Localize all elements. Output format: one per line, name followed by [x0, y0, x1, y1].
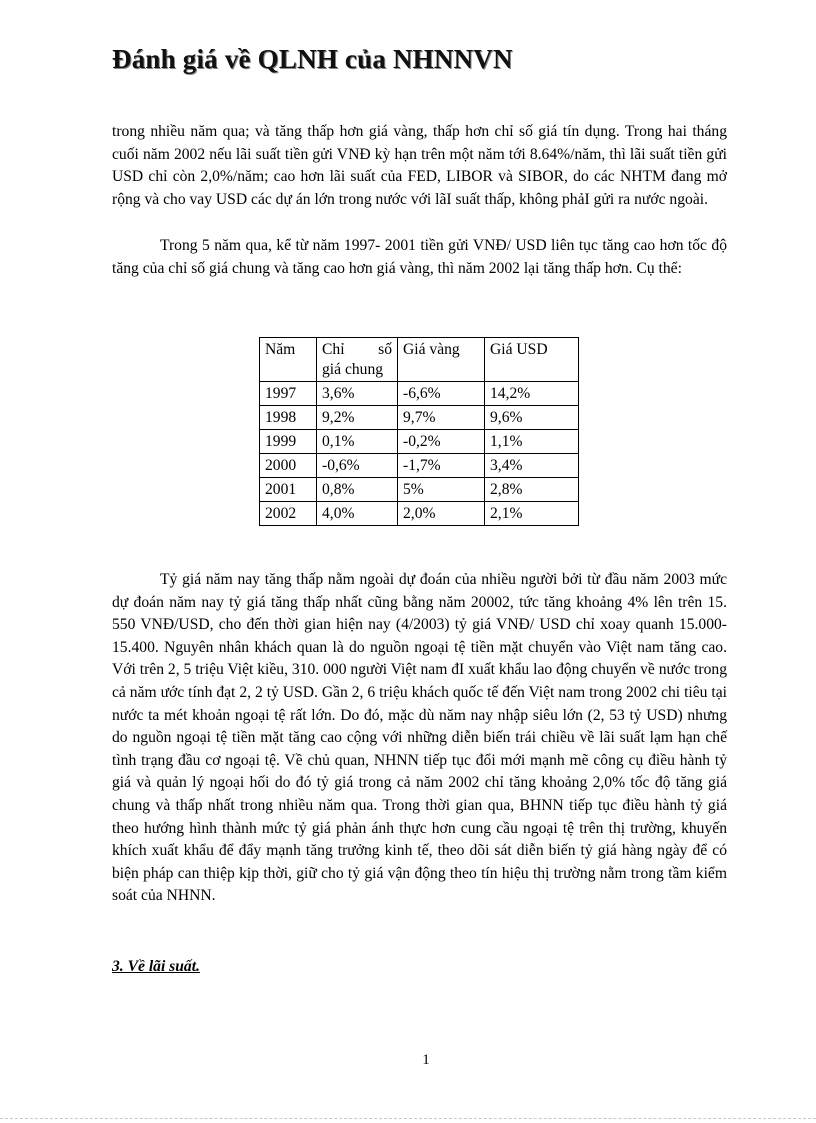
cell-gold: 5%	[398, 478, 485, 502]
page-number: 1	[422, 1052, 430, 1068]
cell-gold: -0,2%	[398, 430, 485, 454]
header-gold: Giá vàng	[398, 338, 485, 382]
cell-cpi: 3,6%	[317, 382, 398, 406]
section-heading-interest-rate: 3. Về lãi suất.	[112, 958, 200, 975]
cell-cpi: -0,6%	[317, 454, 398, 478]
cell-gold: -6,6%	[398, 382, 485, 406]
paragraph-interest-comparison: trong nhiều năm qua; và tăng thấp hơn giá vàng, thấp hơn chỉ số giá tín dụng. Trong hai tháng cuối năm 2002 nếu lãi suất tiền gửi VNĐ kỳ hạn trên một năm tới 8.64%/năm, thì lãi suất tiền gửi USD chỉ còn 2,0%/năm; cao hơn lãi suất của FED, LIBOR và SIBOR, do các NHTM đang mở rộng và cho vay USD các dự án lớn trong nước với lãI suất thấp, không phảI gửi ra nước ngoài.	[112, 123, 727, 208]
cell-gold: 9,7%	[398, 406, 485, 430]
cell-usd: 9,6%	[485, 406, 579, 430]
cell-cpi: 0,8%	[317, 478, 398, 502]
cell-year: 1997	[260, 382, 317, 406]
cell-year: 1998	[260, 406, 317, 430]
cell-usd: 2,1%	[485, 502, 579, 526]
table-row	[260, 502, 579, 526]
cell-year: 2002	[260, 502, 317, 526]
table-row	[260, 454, 579, 478]
table-row	[260, 406, 579, 430]
table-row	[260, 382, 579, 406]
cell-gold: 2,0%	[398, 502, 485, 526]
cell-usd: 3,4%	[485, 454, 579, 478]
header-cpi	[317, 338, 398, 382]
paragraph-five-year-trend: Trong 5 năm qua, kể từ năm 1997- 2001 tiền gửi VNĐ/ USD liên tục tăng cao hơn tốc độ tăng của chỉ số giá chung và tăng cao hơn giá vàng, thì năm 2002 lại tăng thấp hơn. Cụ thể:	[112, 237, 727, 277]
header-cpi-line2: giá chung	[322, 361, 384, 378]
cell-usd: 1,1%	[485, 430, 579, 454]
paragraph-exchange-rate-analysis: Tỷ giá năm nay tăng thấp nằm ngoài dự đoán của nhiều người bởi từ đầu năm 2003 mức dự đoán năm nay tỷ giá tăng thấp nhất cũng bằng năm 20002, tức tăng khoảng 4% lên trên 15. 550 VNĐ/USD, cho đến thời gian hiện nay (4/2003) tỷ giá VNĐ/ USD chỉ xoay quanh 15.000- 15.400. Nguyên nhân khách quan là do nguồn ngoại tệ tiền mặt chuyển vào Việt nam tăng cao. Với trên 2, 5 triệu Việt kiều, 310. 000 người Việt nam đI xuất khẩu lao động chuyển về nước trong cả năm ước tính đạt 2, 2 tỷ USD. Gần 2, 6 triệu khách quốc tế đến Việt nam trong 2002 chi tiêu tại nước ta mét khoản ngoại tệ rất lớn. Do đó, mặc dù năm nay nhập siêu lớn (2, 53 tỷ USD) nhưng do nguồn ngoại tệ tiền mặt tăng cao cộng với những diễn biến trái chiều về lãi suất lạm hạn chế tình trạng đầu cơ ngoại tệ. Về chủ quan, NHNN tiếp tục đổi mới mạnh mẽ công cụ điều hành tỷ giá và quản lý ngoại hối do đó tỷ giá trong cả năm 2002 chỉ tăng khoảng 2,0% tốc độ tăng giá chung và thấp nhất trong nhiều năm qua. Trong thời gian qua, BHNN tiếp tục điều hành tỷ giá theo hướng hình thành mức tỷ giá phản ánh thực hơn cung cầu ngoại tệ trên thị trường, khuyến khích xuất khẩu để đẩy mạnh tăng trưởng kinh tế, theo dõi sát diễn biến tỷ giá hàng ngày để có biện pháp can thiệp kịp thời, giữ cho tỷ giá vận động theo tín hiệu thị trường nằm trong tầm kiểm soát của NHNN.	[112, 571, 727, 905]
cell-year: 2001	[260, 478, 317, 502]
cell-cpi: 9,2%	[317, 406, 398, 430]
cell-gold: -1,7%	[398, 454, 485, 478]
header-usd: Giá USD	[485, 338, 579, 382]
header-year: Năm	[260, 338, 317, 382]
document-header-title: Đánh giá về QLNH của NHNNVN	[112, 44, 513, 74]
table-header-row	[260, 338, 579, 382]
table-row	[260, 430, 579, 454]
cell-usd: 2,8%	[485, 478, 579, 502]
cell-year: 1999	[260, 430, 317, 454]
table-row	[260, 478, 579, 502]
cell-year: 2000	[260, 454, 317, 478]
cell-usd: 14,2%	[485, 382, 579, 406]
cell-cpi: 0,1%	[317, 430, 398, 454]
cell-cpi: 4,0%	[317, 502, 398, 526]
price-growth-table	[259, 337, 579, 526]
header-cpi-line1: Chỉ số	[322, 341, 392, 358]
page-bottom-edge	[0, 1118, 816, 1119]
